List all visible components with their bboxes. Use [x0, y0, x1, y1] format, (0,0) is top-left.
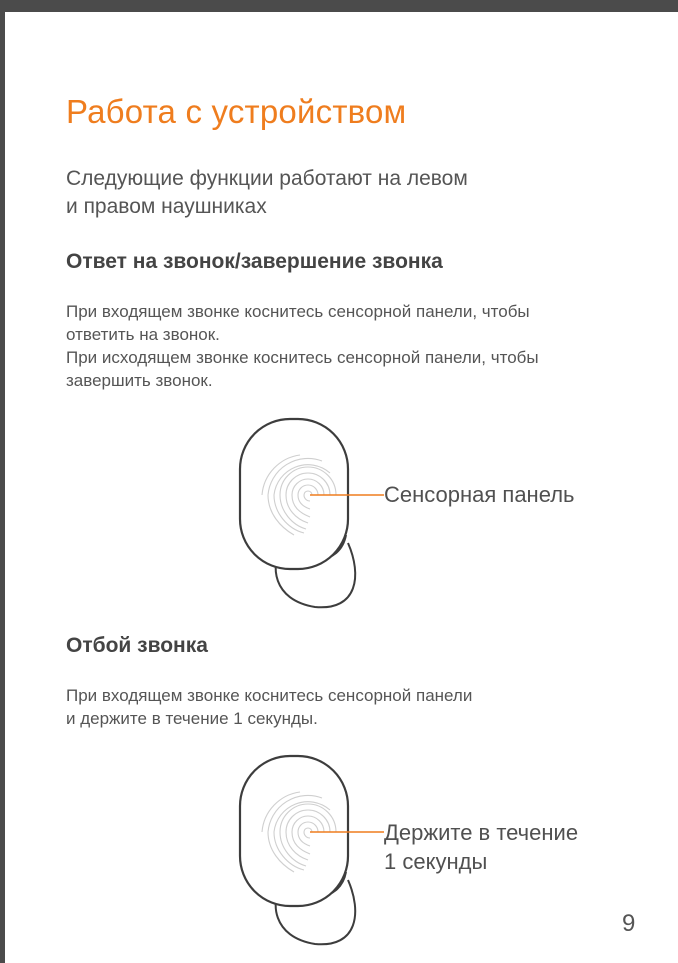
section-answer-line-1: При входящем звонке коснитесь сенсорной панели, чтобы [66, 302, 530, 321]
intro-line-2: и правом наушниках [66, 195, 267, 218]
section-reject-line-1: При входящем звонке коснитесь сенсорной панели [66, 686, 473, 705]
touch-panel-label: Сенсорная панель [384, 482, 575, 507]
section-answer-text [66, 300, 539, 392]
page-title: Работа с устройством [66, 93, 407, 130]
earbud-illustration-hold [230, 752, 390, 952]
section-reject-heading: Отбой звонка [66, 634, 208, 657]
section-answer-line-4: завершить звонок. [66, 371, 213, 390]
earbud-body [240, 419, 348, 569]
section-answer-heading: Ответ на звонок/завершение звонка [66, 250, 443, 273]
section-reject-text [66, 684, 472, 730]
intro-text [66, 165, 468, 221]
section-answer-line-3: При исходящем звонке коснитесь сенсорной панели, чтобы [66, 348, 539, 367]
page-number: 9 [622, 910, 636, 937]
hold-label-line-2: 1 секунды [384, 849, 488, 874]
hold-label-line-1: Держите в течение [384, 820, 579, 845]
page-frame-left [0, 0, 5, 963]
earbud-body [240, 756, 348, 906]
section-reject-line-2: и держите в течение 1 секунды. [66, 709, 318, 728]
earbud-illustration-tap [230, 415, 390, 615]
section-answer-line-2: ответить на звонок. [66, 325, 220, 344]
hold-label [384, 818, 578, 876]
intro-line-1: Следующие функции работают на левом [66, 167, 468, 190]
page-frame-top [0, 0, 678, 12]
